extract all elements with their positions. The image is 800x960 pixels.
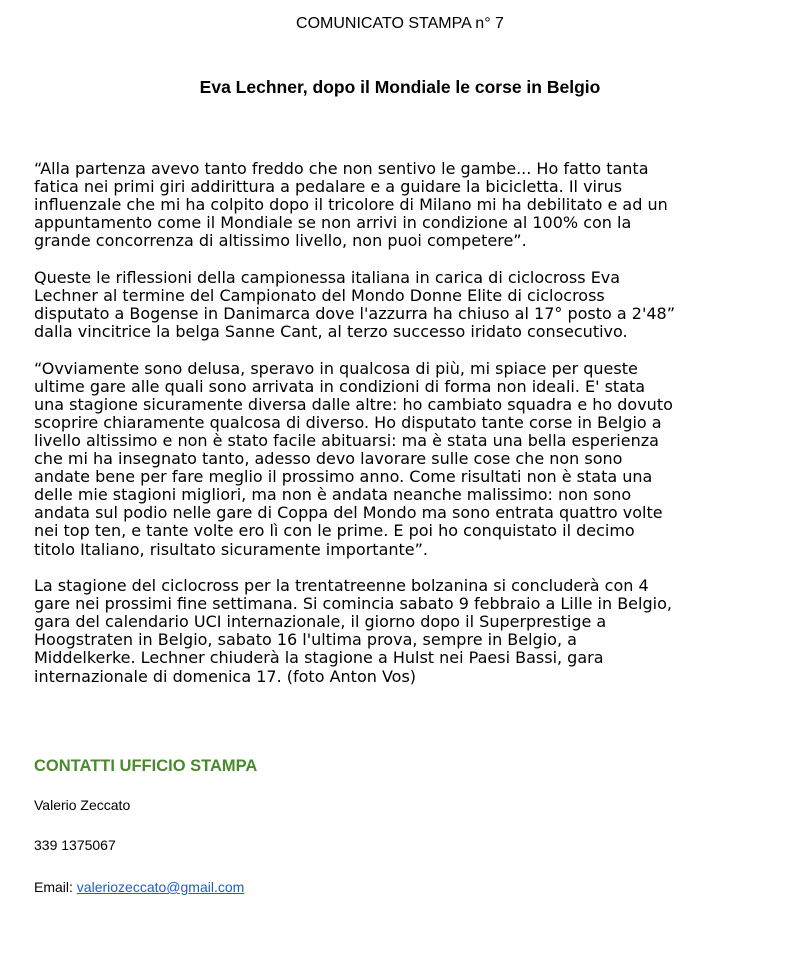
text-line: ultime gare alle quali sono arrivata in condizioni di forma non ideali. E' stata [34, 376, 646, 396]
contact-phone: 339 1375067 [34, 837, 116, 853]
text-line: “Alla partenza avevo tanto freddo che non sentivo le gambe... Ho fatto tanta [34, 159, 649, 178]
text-line: una stagione sicuramente diversa dalle altre: ho cambiato squadra e ho dovuto [34, 394, 673, 414]
text-line: andate bene per fare meglio il prossimo anno. Come risultati non è stata una [34, 467, 653, 487]
text-line: andata sul podio nelle gare di Coppa del Mondo ma sono entrata quattro volte [34, 503, 663, 523]
contacts-heading: CONTATTI UFFICIO STAMPA [34, 757, 258, 775]
text-line: gare nei prossimi fine settimana. Si comincia sabato 9 febbraio a Lille in Belgio, [34, 594, 672, 614]
text-line: Lechner al termine del Campionato del Mondo Donne Elite di ciclocross [34, 285, 605, 305]
text-line: delle mie stagioni migliori, ma non è andata neanche malissimo: non sono [34, 485, 632, 505]
paragraph-quote-season [34, 360, 774, 559]
text-line: che mi ha insegnato tanto, adesso devo lavorare sulle cose che non sono [34, 449, 623, 469]
paragraph-schedule [34, 577, 774, 686]
contact-name: Valerio Zeccato [34, 797, 131, 813]
email-label: Email: [34, 879, 77, 895]
text-line: Hoogstraten in Belgio, sabato 16 l'ultima prova, sempre in Belgio, a [34, 630, 577, 650]
text-line: gara del calendario UCI internazionale, il giorno dopo il Superprestige a [34, 612, 607, 632]
text-line: appuntamento come il Mondiale se non arrivi in condizione al 100% con la [34, 213, 632, 233]
paragraph-quote-opening [34, 160, 774, 250]
email-link[interactable]: valeriozeccato@gmail.com [76, 879, 245, 895]
text-line: Queste le riflessioni della campionessa italiana in carica di ciclocross Eva [34, 267, 621, 287]
text-line: Middelkerke. Lechner chiuderà la stagione a Hulst nei Paesi Bassi, gara [34, 648, 604, 668]
text-line: grande concorrenza di altissimo livello, non puoi competere”. [34, 231, 527, 251]
article-body [34, 160, 774, 704]
text-line: internazionale di domenica 17. (foto Anton Vos) [34, 666, 417, 686]
page-title: Eva Lechner, dopo il Mondiale le corse in Belgio [199, 77, 601, 97]
text-line: La stagione del ciclocross per la trentatreenne bolzanina si concluderà con 4 [34, 576, 649, 596]
press-release-number: COMUNICATO STAMPA n° 7 [296, 15, 504, 32]
contact-email-row [34, 878, 244, 896]
text-line: livello altissimo e non è stato facile abituarsi: ma è stata una bella esperienza [34, 431, 659, 450]
text-line: dalla vincitrice la belga Sanne Cant, al terzo successo iridato consecutivo. [34, 322, 628, 342]
text-line: titolo Italiano, risultato sicuramente importante”. [34, 539, 429, 559]
text-line: “Ovviamente sono delusa, speravo in qualcosa di più, mi spiace per queste [34, 358, 638, 378]
text-line: scoprire chiaramente qualcosa di diverso. Ho disputato tante corse in Belgio a [34, 412, 662, 432]
paragraph-context [34, 269, 774, 341]
text-line: influenzale che mi ha colpito dopo il tricolore di Milano mi ha debilitato e ad un [34, 195, 668, 215]
text-line: disputato a Bogense in Danimarca dove l'azzurra ha chiuso al 17° posto a 2'48” [34, 304, 675, 324]
text-line: nei top ten, e tante volte ero lì con le prime. E poi ho conquistato il decimo [34, 521, 635, 541]
text-line: fatica nei primi giri addirittura a pedalare e a guidare la bicicletta. Il virus [34, 177, 623, 197]
